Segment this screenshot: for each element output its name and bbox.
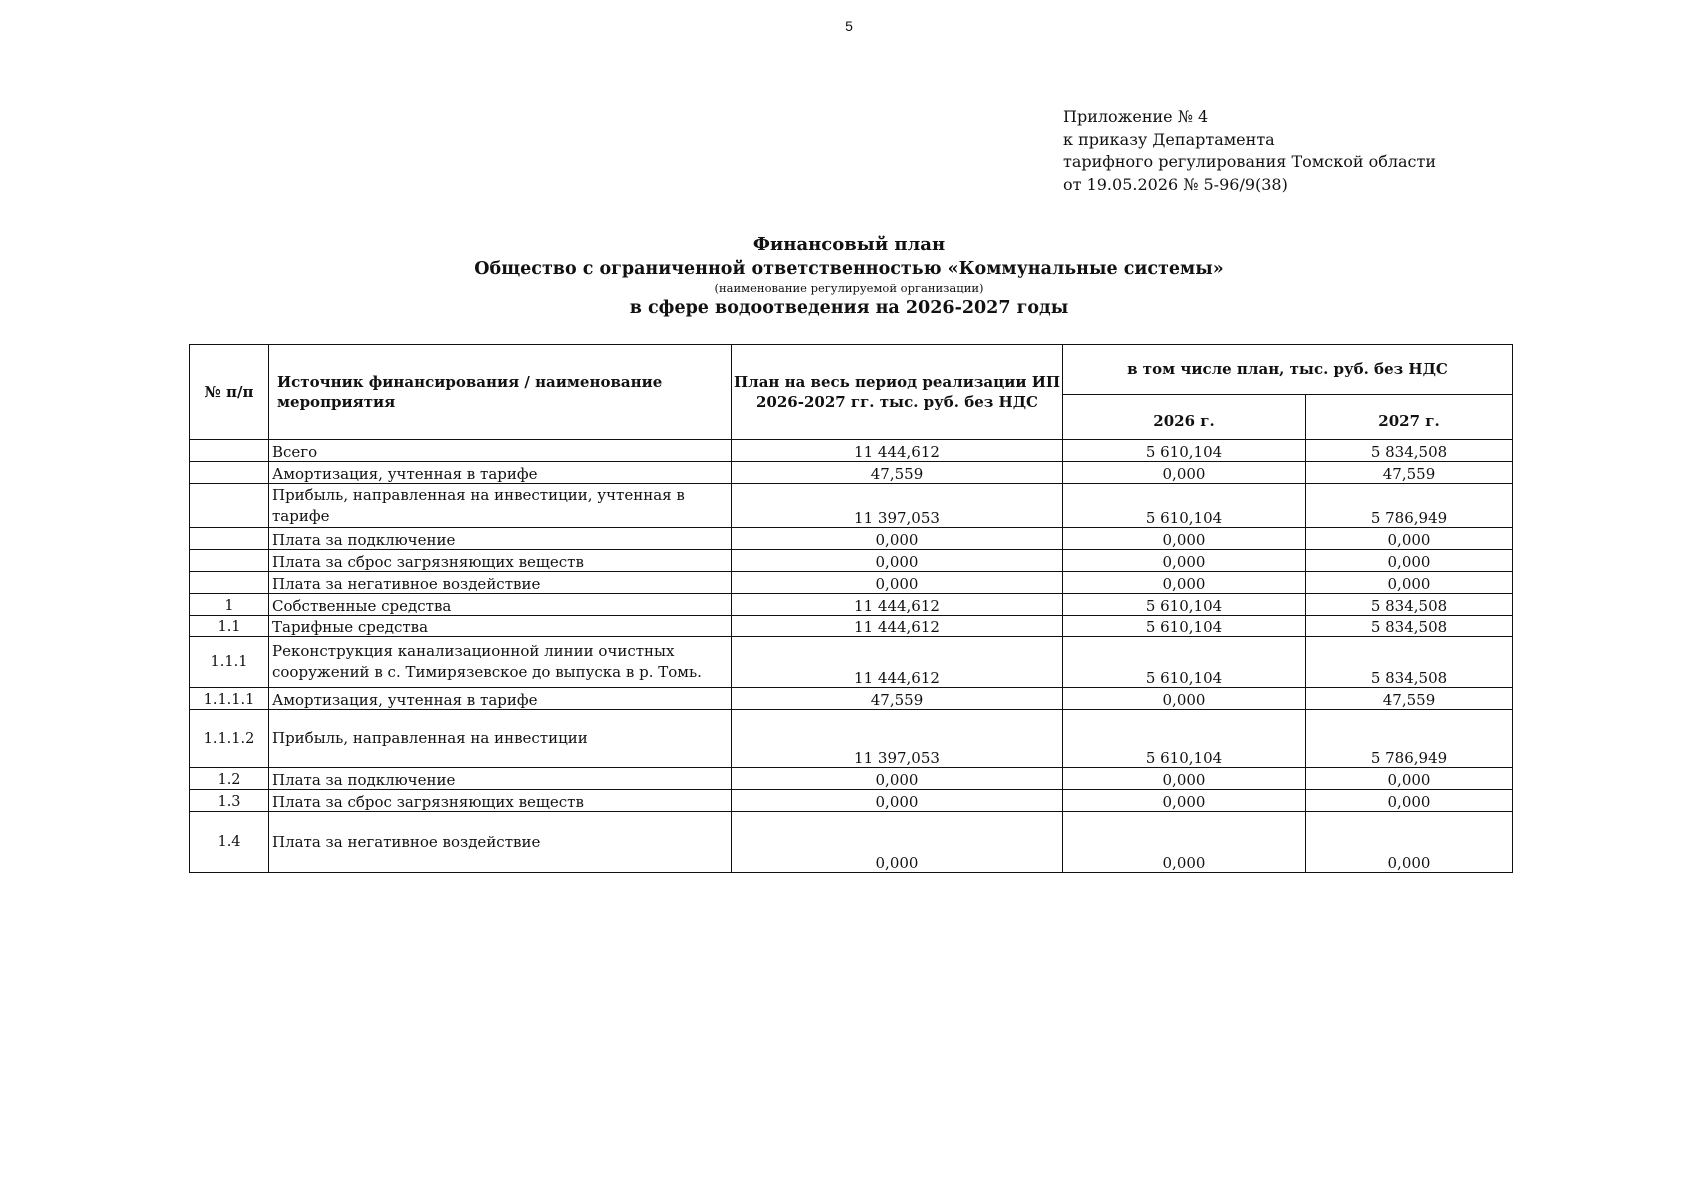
row-plan-total: 0,000 <box>732 550 1063 572</box>
row-value-2026: 5 610,104 <box>1063 440 1306 462</box>
appendix-line: Приложение № 4 <box>1063 107 1209 126</box>
row-value-2026: 5 610,104 <box>1063 637 1306 688</box>
row-name: Амортизация, учтенная в тарифе <box>269 688 732 710</box>
table-row <box>190 594 1513 616</box>
row-value-2027: 0,000 <box>1306 550 1513 572</box>
row-plan-total: 11 444,612 <box>732 440 1063 462</box>
row-name: Плата за сброс загрязняющих веществ <box>269 790 732 812</box>
table-row <box>190 440 1513 462</box>
row-value-2026: 0,000 <box>1063 768 1306 790</box>
title-scope: в сфере водоотведения на 2026-2027 годы <box>629 298 1069 318</box>
header-year-2026: 2026 г. <box>1063 395 1306 440</box>
row-number <box>190 462 269 484</box>
row-number: 1.4 <box>190 812 269 873</box>
row-plan-total: 0,000 <box>732 790 1063 812</box>
row-value-2027: 0,000 <box>1306 572 1513 594</box>
table-row <box>190 572 1513 594</box>
row-value-2026: 0,000 <box>1063 572 1306 594</box>
row-value-2027: 5 834,508 <box>1306 616 1513 637</box>
row-number: 1.3 <box>190 790 269 812</box>
row-value-2027: 0,000 <box>1306 812 1513 873</box>
row-name: Плата за негативное воздействие <box>269 572 732 594</box>
header-num: № п/п <box>190 345 269 440</box>
row-number: 1.1.1.2 <box>190 710 269 768</box>
table-row <box>190 484 1513 528</box>
table-row <box>190 790 1513 812</box>
table-row <box>190 710 1513 768</box>
row-plan-total: 11 444,612 <box>732 594 1063 616</box>
row-plan-total: 11 397,053 <box>732 484 1063 528</box>
row-number <box>190 528 269 550</box>
appendix-line: от 19.05.2026 № 5-96/9(38) <box>1063 174 1288 194</box>
appendix-line: к приказу Департамента <box>1063 129 1275 149</box>
organization-name: Общество с ограниченной ответственностью «Коммунальные системы» <box>474 259 1224 279</box>
row-value-2026: 5 610,104 <box>1063 616 1306 637</box>
row-value-2026: 0,000 <box>1063 528 1306 550</box>
row-plan-total: 11 397,053 <box>732 710 1063 768</box>
row-name: Плата за подключение <box>269 528 732 550</box>
row-value-2027: 5 786,949 <box>1306 710 1513 768</box>
table-row <box>190 688 1513 710</box>
row-value-2027: 0,000 <box>1306 768 1513 790</box>
row-name: Всего <box>269 440 732 462</box>
row-value-2026: 0,000 <box>1063 462 1306 484</box>
row-name: Плата за подключение <box>269 768 732 790</box>
row-value-2027: 5 834,508 <box>1306 440 1513 462</box>
row-name: Реконструкция канализационной линии очистных сооружений в с. Тимирязевское до выпуска в р. Томь. <box>269 637 732 688</box>
row-number: 1.1 <box>190 616 269 637</box>
row-value-2027: 5 834,508 <box>1306 594 1513 616</box>
row-name: Плата за негативное воздействие <box>269 812 732 873</box>
row-number <box>190 440 269 462</box>
row-name: Прибыль, направленная на инвестиции <box>269 710 732 768</box>
organization-caption: (наименование регулируемой организации) <box>714 281 984 295</box>
header-year-2027: 2027 г. <box>1306 395 1513 440</box>
table-row <box>190 616 1513 637</box>
row-value-2027: 0,000 <box>1306 790 1513 812</box>
row-plan-total: 11 444,612 <box>732 637 1063 688</box>
row-value-2026: 5 610,104 <box>1063 710 1306 768</box>
table-body <box>190 440 1513 873</box>
table-row <box>190 768 1513 790</box>
row-name: Собственные средства <box>269 594 732 616</box>
row-name: Амортизация, учтенная в тарифе <box>269 462 732 484</box>
header-including: в том числе план, тыс. руб. без НДС <box>1063 345 1513 395</box>
row-name: Плата за сброс загрязняющих веществ <box>269 550 732 572</box>
row-value-2027: 5 834,508 <box>1306 637 1513 688</box>
row-number: 1.1.1.1 <box>190 688 269 710</box>
row-number <box>190 484 269 528</box>
row-plan-total: 0,000 <box>732 768 1063 790</box>
row-plan-total: 0,000 <box>732 528 1063 550</box>
row-value-2027: 5 786,949 <box>1306 484 1513 528</box>
document-title <box>0 233 1698 320</box>
table-row <box>190 550 1513 572</box>
row-plan-total: 11 444,612 <box>732 616 1063 637</box>
header-plan-total: План на весь период реализации ИП 2026-2027 гг. тыс. руб. без НДС <box>732 345 1063 440</box>
page-number: 5 <box>845 18 853 34</box>
row-name: Прибыль, направленная на инвестиции, учтенная в тарифе <box>269 484 732 528</box>
appendix-line: тарифного регулирования Томской области <box>1063 152 1437 171</box>
row-value-2026: 0,000 <box>1063 688 1306 710</box>
row-plan-total: 0,000 <box>732 812 1063 873</box>
row-plan-total: 0,000 <box>732 572 1063 594</box>
row-value-2027: 47,559 <box>1306 688 1513 710</box>
header-source: Источник финансирования / наименование мероприятия <box>269 345 732 440</box>
row-value-2026: 5 610,104 <box>1063 594 1306 616</box>
row-value-2026: 0,000 <box>1063 790 1306 812</box>
financial-plan-table <box>189 344 1513 873</box>
row-plan-total: 47,559 <box>732 688 1063 710</box>
row-value-2026: 0,000 <box>1063 812 1306 873</box>
row-number <box>190 550 269 572</box>
row-number: 1.1.1 <box>190 637 269 688</box>
row-plan-total: 47,559 <box>732 462 1063 484</box>
row-name: Тарифные средства <box>269 616 732 637</box>
table-row <box>190 462 1513 484</box>
row-value-2027: 0,000 <box>1306 528 1513 550</box>
table-row <box>190 637 1513 688</box>
table-row <box>190 812 1513 873</box>
title-line: Финансовый план <box>752 234 946 255</box>
table-row <box>190 528 1513 550</box>
row-value-2027: 47,559 <box>1306 462 1513 484</box>
row-value-2026: 0,000 <box>1063 550 1306 572</box>
row-value-2026: 5 610,104 <box>1063 484 1306 528</box>
row-number: 1.2 <box>190 768 269 790</box>
appendix-note <box>1063 106 1436 196</box>
row-number <box>190 572 269 594</box>
row-number: 1 <box>190 594 269 616</box>
